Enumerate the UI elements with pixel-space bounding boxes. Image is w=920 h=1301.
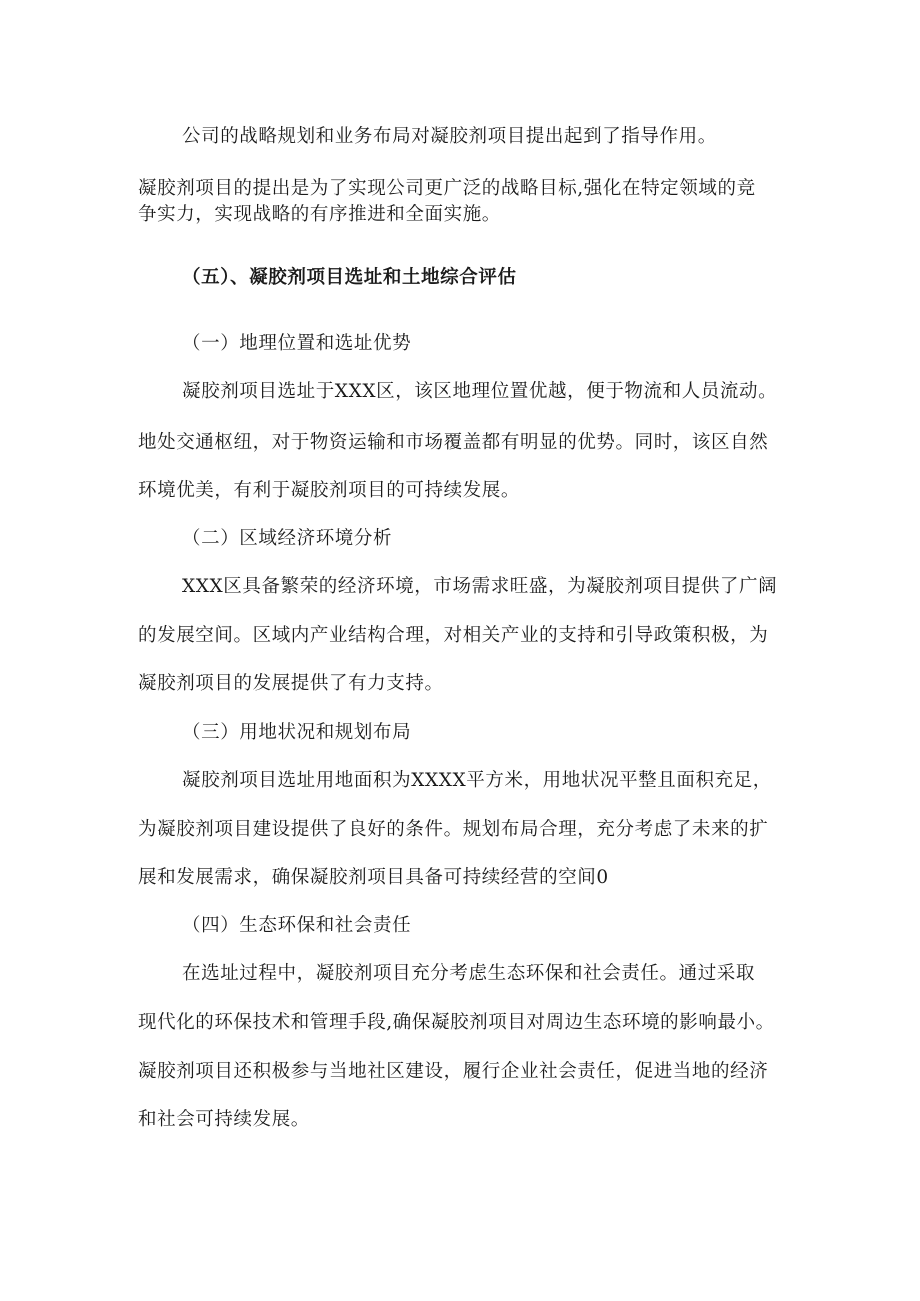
subsection-1-title: （一）地理位置和选址优势 <box>182 333 412 354</box>
section-heading: （五）、凝胶剂项目选址和土地综合评估 <box>182 267 517 288</box>
subsection-3-title: （三）用地状况和规划布局 <box>182 722 412 743</box>
paragraph-intro-line-2: 凝胶剂项目的提出是为了实现公司更广泛的战略目标,强化在特定领域的竞 <box>138 178 756 199</box>
subsection-1-line-3: 环境优美，有利于凝胶剂项目的可持续发展。 <box>138 480 521 501</box>
subsection-4-line-4: 和社会可持续发展。 <box>138 1109 310 1130</box>
subsection-3-line-3: 展和发展需求，确保凝胶剂项目具备可持续经营的空间0 <box>138 867 609 888</box>
subsection-4-title: （四）生态环保和社会责任 <box>182 915 412 936</box>
subsection-4-line-3: 凝胶剂项目还积极参与当地社区建设，履行企业社会责任，促进当地的经济 <box>138 1061 769 1082</box>
subsection-1-line-2: 地处交通枢纽，对于物资运输和市场覆盖都有明显的优势。同时，该区自然 <box>138 432 769 453</box>
subsection-1-line-1: 凝胶剂项目选址于XXX区，该区地理位置优越，便于物流和人员流动。 <box>182 381 778 402</box>
subsection-2-title: （二）区域经济环境分析 <box>182 528 393 549</box>
subsection-2-line-2: 的发展空间。区域内产业结构合理，对相关产业的支持和引导政策积极，为 <box>138 625 769 646</box>
subsection-3-line-2: 为凝胶剂项目建设提供了良好的条件。规划布局合理，充分考虑了未来的扩 <box>138 819 769 840</box>
subsection-2-line-3: 凝胶剂项目的发展提供了有力支持。 <box>138 673 444 694</box>
subsection-3-line-1: 凝胶剂项目选址用地面积为XXXX平方米，用地状况平整且面积充足， <box>182 770 772 791</box>
subsection-2-line-1: XXX区具备繁荣的经济环境，市场需求旺盛，为凝胶剂项目提供了广阔 <box>182 576 778 597</box>
subsection-4-line-1: 在选址过程中，凝胶剂项目充分考虑生态环保和社会责任。通过采取 <box>182 963 756 984</box>
subsection-4-line-2: 现代化的环保技术和管理手段,确保凝胶剂项目对周边生态环境的影响最小。 <box>138 1012 775 1033</box>
paragraph-intro-line-3: 争实力，实现战略的有序推进和全面实施。 <box>138 204 501 225</box>
paragraph-intro-line-1: 公司的战略规划和业务布局对凝胶剂项目提出起到了指导作用。 <box>182 126 717 147</box>
